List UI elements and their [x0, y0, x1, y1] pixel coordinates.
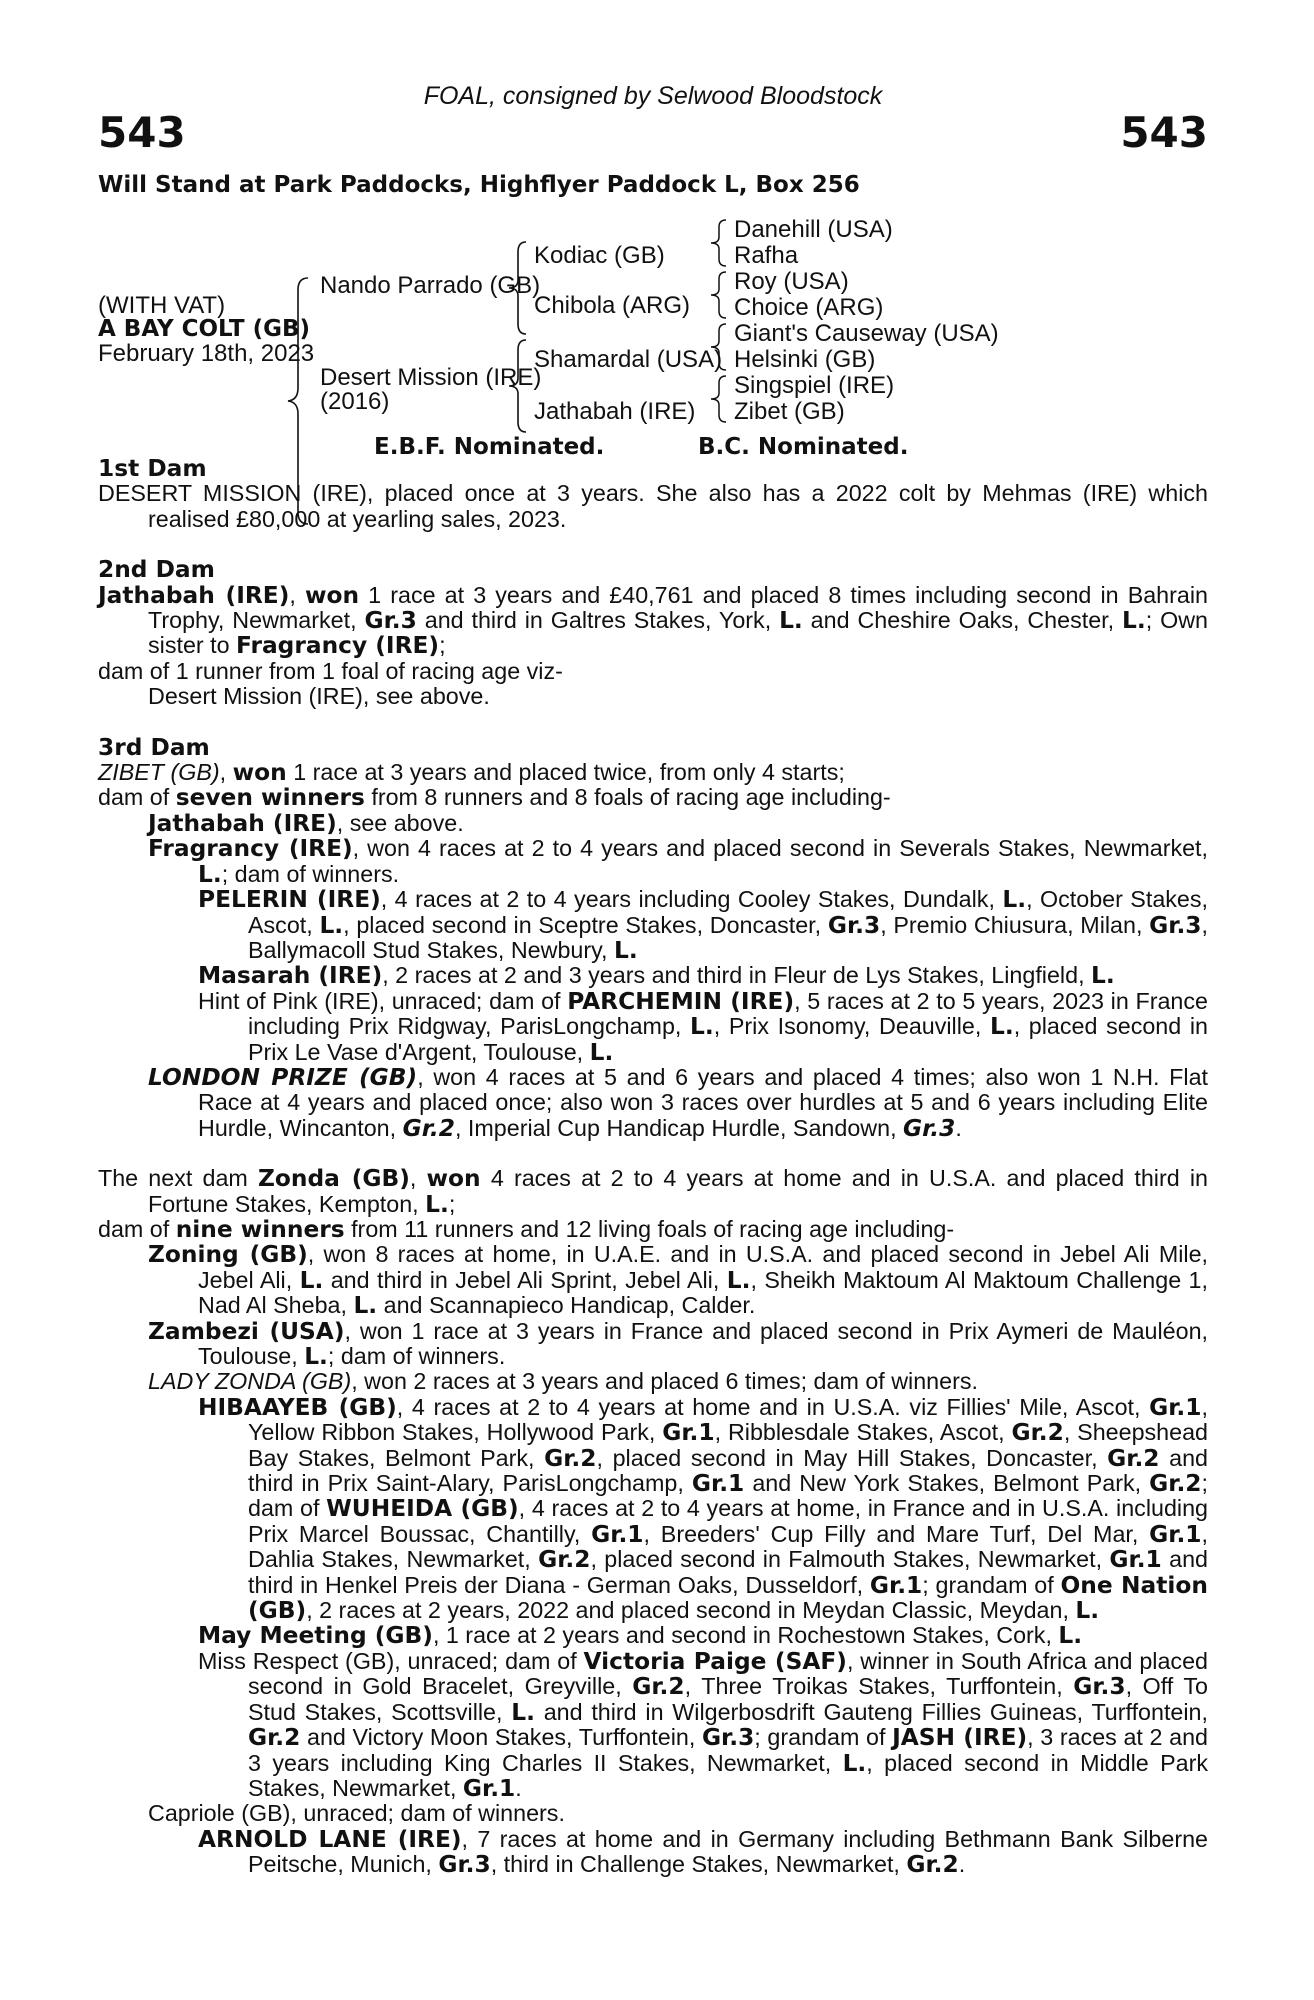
lot-number-left: 543	[98, 108, 186, 157]
brace-gg2	[708, 270, 730, 320]
third-dam-text: ZIBET (GB), won 1 race at 3 years and placed twice, from only 4 starts;	[98, 759, 845, 787]
produce-may-meeting: May Meeting (GB), 1 race at 2 years and second in Rochestown Stakes, Cork, L.	[198, 1622, 1083, 1650]
gg-3: Roy (USA)	[734, 268, 849, 295]
produce-lady-zonda: LADY ZONDA (GB), won 2 races at 3 years and placed 6 times; dam of winners.	[148, 1368, 978, 1395]
family-text	[98, 456, 1208, 1878]
next-dam-produce-intro: dam of nine winners from 11 runners and 12 living foals of racing age including-	[98, 1215, 955, 1243]
ebf-nomination: E.B.F. Nominated.	[374, 434, 605, 460]
dam-year: (2016)	[320, 388, 390, 415]
sire-sire: Kodiac (GB)	[534, 242, 665, 269]
produce-miss-respect: Miss Respect (GB), unraced; dam of Victoria Paige (SAF), winner in South Africa and placed second in Gold Bracelet, Greyville, Gr.2, Three Troikas Stakes, Turffontein, Gr.3, Off To Stud Stakes, Scottsville, L. and third in Wilgerbosdrift Gauteng Fillies Guineas, Turffontein, Gr.2 and Victory Moon Stakes, Turffontein, Gr.3; grandam of JASH (IRE), 3 races at 2 and 3 years including King Charles II Stakes, Newmarket, L., placed second in Middle Park Stakes, Newmarket, Gr.1.	[198, 1647, 1208, 1802]
gg-2: Rafha	[734, 242, 799, 269]
produce-hibaayeb: HIBAAYEB (GB), 4 races at 2 to 4 years at home and in U.S.A. viz Fillies' Mile, Ascot, Gr.1, Yellow Ribbon Stakes, Hollywood Park, Gr.1, Ribblesdale Stakes, Ascot, Gr.2, Sheepshead Bay Stakes, Belmont Park, Gr.2, placed second in May Hill Stakes, Doncaster, Gr.2 and third in Prix Saint-Alary, ParisLongchamp, Gr.1 and New York Stakes, Belmont Park, Gr.2; dam of WUHEIDA (GB), 4 races at 2 to 4 years at home, in France and in U.S.A. including Prix Marcel Boussac, Chantilly, Gr.1, Breeders' Cup Filly and Mare Turf, Del Mar, Gr.1, Dahlia Stakes, Newmarket, Gr.2, placed second in Falmouth Stakes, Newmarket, Gr.1 and third in Henkel Preis der Diana - German Oaks, Dusseldorf, Gr.1; grandam of One Nation (GB), 2 races at 2 years, 2022 and placed second in Meydan Classic, Meydan, L.	[198, 1393, 1209, 1625]
produce-zambezi: Zambezi (USA), won 1 race at 3 years in France and placed second in Prix Aymeri de Mauléon, Toulouse, L.; dam of winners.	[148, 1317, 1208, 1370]
produce-london-prize: LONDON PRIZE (GB), won 4 races at 5 and 6 years and placed 4 times; also won 1 N.H. Flat Race at 4 years and placed once; also won 3 races over hurdles at 5 and 6 years including Elite Hurdle, Wincanton, Gr.2, Imperial Cup Handicap Hurdle, Sandown, Gr.3.	[148, 1063, 1209, 1142]
first-dam-heading: 1st Dam	[98, 455, 207, 482]
bc-nomination: B.C. Nominated.	[698, 434, 909, 460]
produce-capriole: Capriole (GB), unraced; dam of winners.	[148, 1800, 565, 1827]
brace-gg3	[708, 322, 730, 372]
produce-pelerin: PELERIN (IRE), 4 races at 2 to 4 years including Cooley Stakes, Dundalk, L., October Stakes, Ascot, L., placed second in Sceptre Stakes, Doncaster, Gr.3, Premio Chiusura, Milan, Gr.3, Ballymacoll Stud Stakes, Newbury, L.	[198, 886, 1209, 964]
brace-sire	[506, 240, 530, 336]
lot-number-right: 543	[1120, 108, 1208, 157]
gg-8: Zibet (GB)	[734, 398, 845, 425]
consignor-line: FOAL, consigned by Selwood Bloodstock	[423, 82, 883, 110]
third-dam-produce-intro: dam of seven winners from 8 runners and 8 foals of racing age including-	[98, 784, 891, 812]
produce-hint-of-pink: Hint of Pink (IRE), unraced; dam of PARCHEMIN (IRE), 5 races at 2 to 5 years, 2023 in France including Prix Ridgway, ParisLongchamp, L., Prix Isonomy, Deauville, L., placed second in Prix Le Vase d'Argent, Toulouse, L.	[198, 987, 1208, 1066]
gg-5: Giant's Causeway (USA)	[734, 320, 999, 347]
dam-sire: Shamardal (USA)	[534, 346, 723, 373]
brace-gg1	[708, 218, 730, 268]
sire: Nando Parrado (GB)	[320, 272, 541, 299]
gg-7: Singspiel (IRE)	[734, 372, 895, 399]
produce-zoning: Zoning (GB), won 8 races at home, in U.A.E. and in U.S.A. and placed second in Jebel Ali Mile, Jebel Ali, L. and third in Jebel Ali Sprint, Jebel Ali, L., Sheikh Maktoum Al Maktoum Challenge 1, Nad Al Sheba, L. and Scannapieco Handicap, Calder.	[148, 1241, 1209, 1320]
horse-name: A BAY COLT (GB)	[98, 316, 311, 342]
dam-dam: Jathabah (IRE)	[534, 398, 696, 425]
gg-1: Danehill (USA)	[734, 216, 893, 243]
next-dam-text: The next dam Zonda (GB), won 4 races at 2 to 4 years at home and in U.S.A. and placed third in Fortune Stakes, Kempton, L.;	[98, 1165, 1209, 1218]
second-dam-produce: Desert Mission (IRE), see above.	[148, 683, 490, 710]
second-dam-heading: 2nd Dam	[98, 556, 215, 584]
second-dam-produce-intro: dam of 1 runner from 1 foal of racing age viz-	[98, 657, 563, 684]
produce-arnold-lane: ARNOLD LANE (IRE), 7 races at home and in Germany including Bethmann Bank Silberne Peitsche, Munich, Gr.3, third in Challenge Stakes, Newmarket, Gr.2.	[198, 1825, 1208, 1879]
third-dam-heading: 3rd Dam	[98, 733, 210, 761]
produce-masarah: Masarah (IRE), 2 races at 2 and 3 years and third in Fleur de Lys Stakes, Lingfield, L.	[198, 962, 1115, 990]
sire-dam: Chibola (ARG)	[534, 292, 691, 319]
gg-4: Choice (ARG)	[734, 294, 884, 321]
vat-note: (WITH VAT)	[98, 292, 226, 319]
brace-dam	[506, 338, 530, 434]
produce-jathabah: Jathabah (IRE), see above.	[148, 809, 464, 837]
first-dam-text: DESERT MISSION (IRE), placed once at 3 years. She also has a 2022 colt by Mehmas (IRE) which realised £80,000 at yearling sales, 2023.	[98, 480, 1208, 532]
second-dam-text: Jathabah (IRE), won 1 race at 3 years and £40,761 and placed 8 times including second in Bahrain Trophy, Newmarket, Gr.3 and third in Galtres Stakes, York, L. and Cheshire Oaks, Chester, L.; Own sister to Fragrancy (IRE);	[98, 581, 1208, 660]
brace-gg4	[708, 374, 730, 424]
stabling-location: Will Stand at Park Paddocks, Highflyer Paddock L, Box 256	[98, 172, 860, 198]
dam: Desert Mission (IRE)	[320, 364, 542, 391]
produce-fragrancy: Fragrancy (IRE), won 4 races at 2 to 4 years and placed second in Severals Stakes, Newmarket, L.; dam of winners.	[148, 835, 1209, 888]
foaling-date: February 18th, 2023	[98, 340, 315, 367]
gg-6: Helsinki (GB)	[734, 346, 876, 373]
